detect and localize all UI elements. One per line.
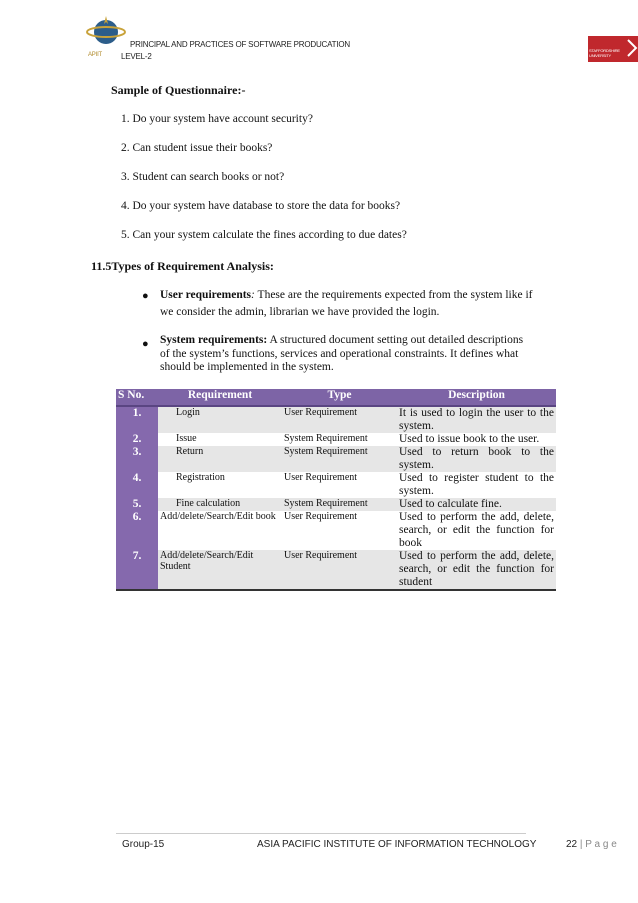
question-4: 4. Do your system have database to store the data for books? (121, 200, 401, 212)
cell-type: User Requirement (282, 550, 397, 590)
footer-group: Group-15 (122, 839, 165, 850)
staffordshire-logo-text: STAFFORDSHIRE UNIVERSITY (589, 48, 620, 58)
question-5: 5. Can your system calculate the fines according to due dates? (121, 229, 407, 241)
cell-type: System Requirement (282, 498, 397, 511)
question-1: 1. Do your system have account security? (121, 113, 313, 125)
sys-req-line-3: should be implemented in the system. (160, 361, 334, 373)
sys-req-term: System requirements: (160, 334, 268, 346)
table-row (116, 446, 556, 472)
cell-requirement: Fine calculation (158, 498, 282, 511)
cell-sno: 1. (116, 406, 158, 433)
cell-sno: 3. (116, 446, 158, 472)
cell-requirement: Add/delete/Search/Edit Student (158, 550, 282, 590)
cell-requirement: Return (158, 446, 282, 472)
question-2: 2. Can student issue their books? (121, 142, 273, 154)
footer-institute: ASIA PACIFIC INSTITUTE OF INFORMATION TECHNOLOGY (257, 839, 537, 850)
cell-requirement: Login (158, 406, 282, 433)
section-heading: 11.5Types of Requirement Analysis: (91, 259, 274, 273)
cell-type: User Requirement (284, 472, 358, 483)
cell-description: Used to issue book to the user. (399, 433, 540, 445)
page-label: | P a g e (579, 839, 617, 850)
table-header-row (116, 389, 556, 406)
footer-divider (116, 833, 526, 834)
cell-description: It is used to login the user to the system. (399, 407, 554, 432)
cell-sno: 7. (116, 550, 158, 590)
user-req-term: User requirements (160, 289, 252, 301)
user-req-line-1: These are the requirements expected from the system like if (254, 289, 533, 301)
sys-req-line-2: of the system’s functions, services and operational constraints. It defines what (160, 347, 519, 360)
apiit-logo (86, 14, 126, 54)
table-row (116, 550, 556, 590)
sys-req-line-1: A structured document setting out detailed descriptions (267, 334, 524, 346)
header-requirement: Requirement (158, 389, 282, 406)
cell-type: User Requirement (282, 406, 397, 433)
apiit-logo-text: APIIT (88, 52, 103, 58)
cell-requirement: Registration (176, 472, 225, 483)
table-row (116, 433, 556, 446)
cell-requirement: Add/delete/Search/Edit book (160, 511, 276, 522)
bullet-system-requirements (160, 334, 560, 375)
header-description: Description (397, 389, 556, 406)
cell-description: Used to calculate fine. (397, 498, 556, 511)
header-type: Type (282, 389, 397, 406)
bullet-dot-icon: ● (142, 338, 149, 350)
page-number: 22 (566, 839, 578, 850)
cell-type: System Requirement (284, 433, 368, 444)
questionnaire-heading: Sample of Questionnaire:- (111, 83, 246, 97)
cell-description: Used to perform the add, delete, search, or edit the function for student (399, 550, 554, 588)
cell-description: Used to return book to the system. (399, 446, 554, 471)
cell-sno: 4. (116, 472, 158, 498)
footer-page-number (566, 839, 617, 850)
table-row (116, 511, 556, 550)
cell-sno: 2. (116, 433, 158, 446)
cell-requirement: Issue (176, 433, 197, 444)
cell-description: Used to perform the add, delete, search, or edit the function for book (399, 511, 554, 549)
requirements-table (116, 389, 556, 591)
cell-sno: 5. (116, 498, 158, 511)
cell-description: Used to register student to the system. (399, 472, 554, 497)
table-row (116, 406, 556, 433)
table-row (116, 472, 556, 498)
cell-sno: 6. (116, 511, 158, 550)
bullet-user-requirements (160, 287, 560, 321)
bullet-dot-icon: ● (142, 290, 149, 302)
header-sno: S No. (116, 389, 158, 406)
question-3: 3. Student can search books or not? (121, 171, 285, 183)
user-req-colon: : (251, 289, 255, 301)
table-row (116, 498, 556, 511)
cell-type: User Requirement (284, 511, 358, 522)
cell-type: System Requirement (282, 446, 397, 472)
user-req-line-2: we consider the admin, librarian we have provided the login. (160, 306, 440, 318)
header-title: PRINCIPAL AND PRACTICES OF SOFTWARE PRODUCATION (130, 40, 350, 49)
header-level: LEVEL-2 (121, 52, 152, 61)
